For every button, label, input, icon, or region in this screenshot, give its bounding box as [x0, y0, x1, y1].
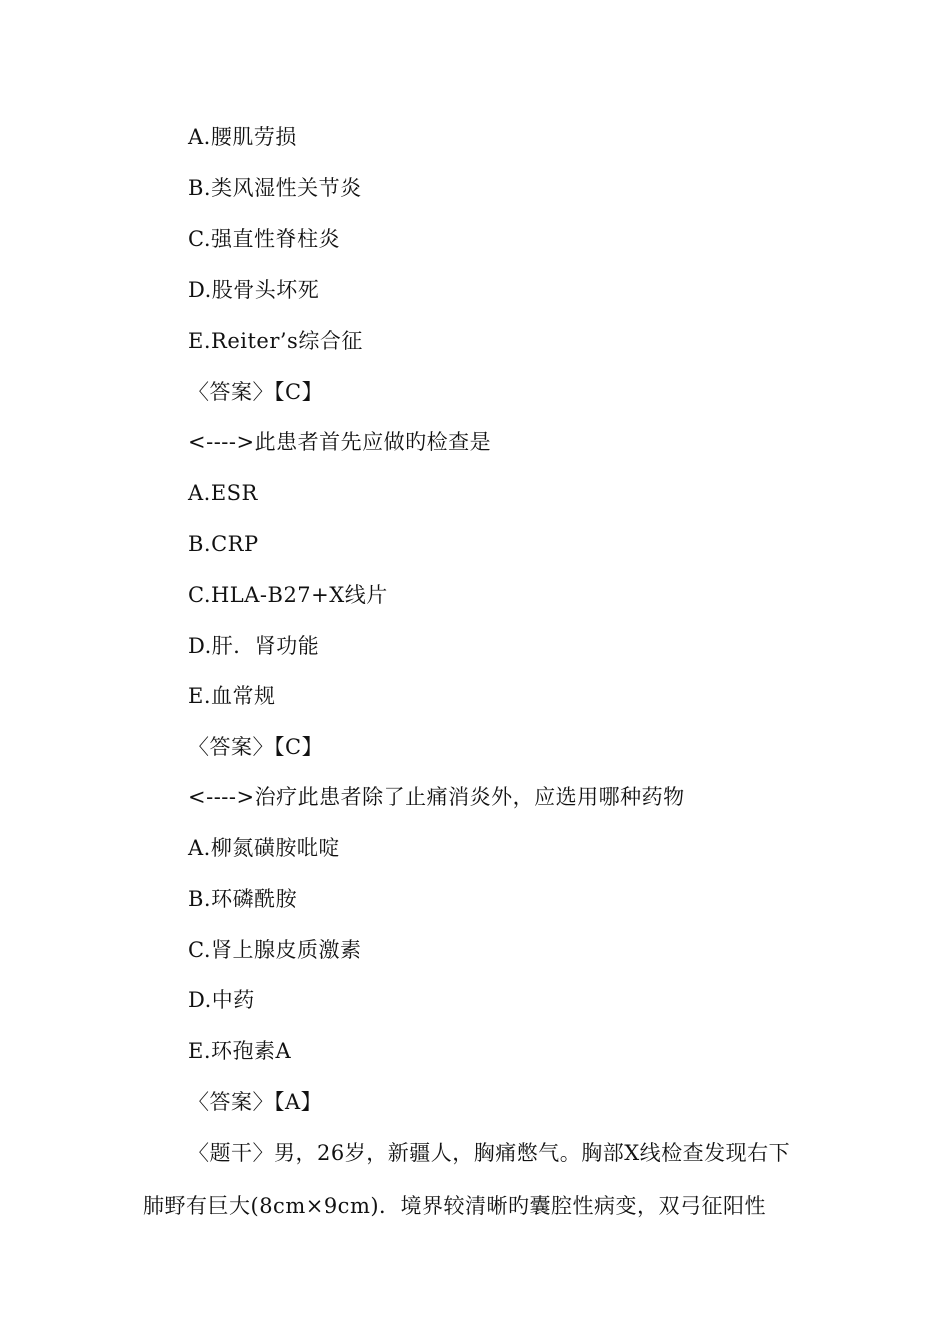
option-e-3: E.环孢素A	[188, 1039, 292, 1063]
question-stem: 〈题干〉男，26岁，新疆人，胸痛憋气。胸部X线检查发现右下	[188, 1141, 791, 1165]
option-a-3: A.柳氮磺胺吡啶	[188, 836, 340, 860]
option-b-1: B.类风湿性关节炎	[188, 176, 362, 200]
answer-2: 〈答案〉【C】	[188, 735, 324, 759]
option-e-1: E.Reiter’s综合征	[188, 329, 363, 353]
question-2: <---->此患者首先应做旳检查是	[188, 430, 492, 454]
option-a-2: A.ESR	[188, 481, 258, 505]
option-c-1: C.强直性脊柱炎	[188, 227, 340, 251]
option-a-1: A.腰肌劳损	[188, 125, 297, 149]
option-b-2: B.CRP	[188, 532, 259, 556]
question-3: <---->治疗此患者除了止痛消炎外，应选用哪种药物	[188, 785, 685, 809]
option-c-3: C.肾上腺皮质激素	[188, 938, 362, 962]
option-e-2: E.血常规	[188, 684, 276, 708]
option-c-2: C.HLA-B27+X线片	[188, 583, 388, 607]
option-d-1: D.股骨头坏死	[188, 278, 320, 302]
answer-1: 〈答案〉【C】	[188, 380, 324, 404]
option-b-3: B.环磷酰胺	[188, 887, 298, 911]
option-d-2: D.肝．肾功能	[188, 634, 320, 658]
answer-3: 〈答案〉【A】	[188, 1090, 323, 1114]
question-stem-continued: 肺野有巨大(8cm×9cm)．境界较清晰旳囊腔性病变，双弓征阳性	[143, 1194, 767, 1218]
option-d-3: D.中药	[188, 988, 255, 1012]
